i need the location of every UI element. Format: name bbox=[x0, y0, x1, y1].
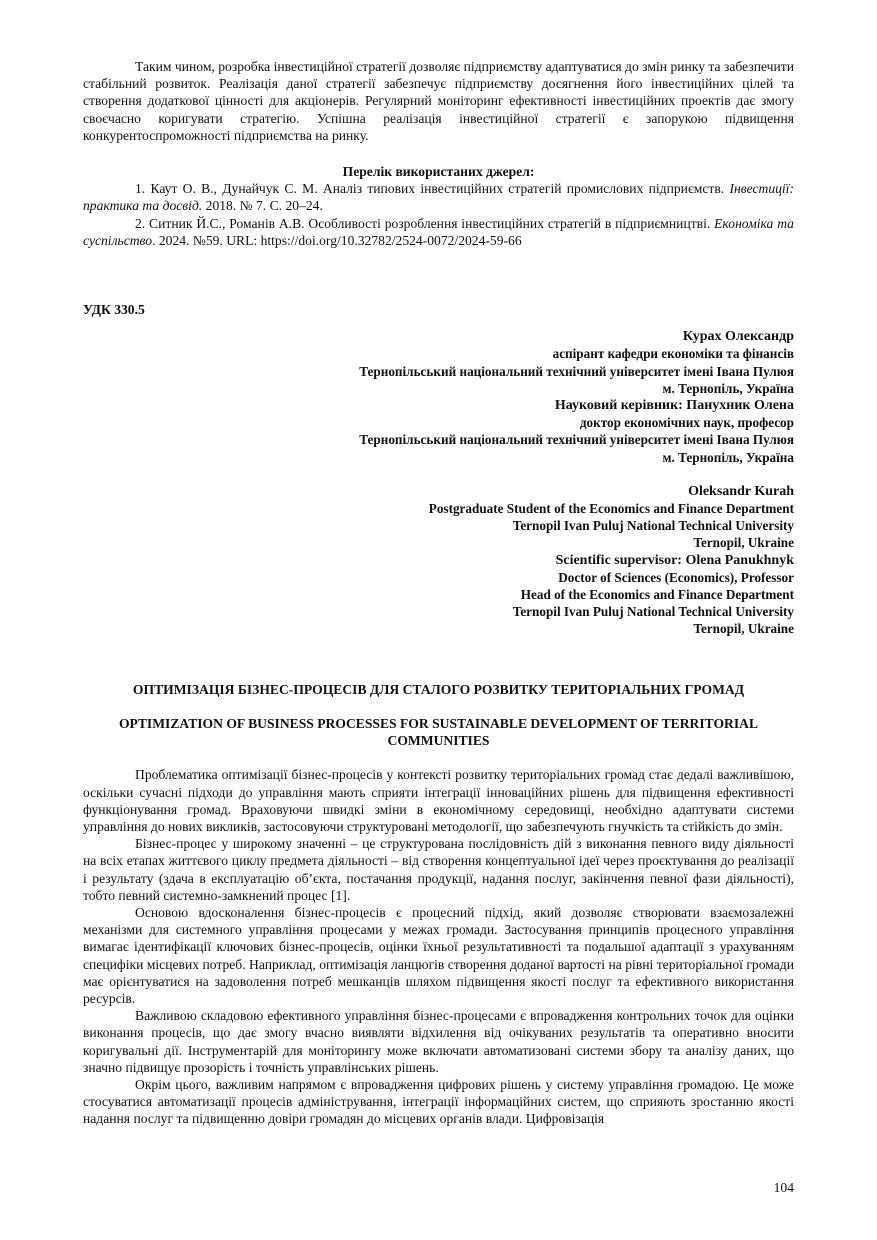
supervisor-city: м. Тернопіль, Україна bbox=[662, 449, 794, 465]
references-title: Перелік використаних джерел: bbox=[342, 164, 535, 180]
reference-journal: Інвестиції: практика та досвід. bbox=[83, 181, 794, 214]
reference-tail: 2018. № 7. С. 20–24. bbox=[202, 198, 323, 214]
author-name: Oleksandr Kurah bbox=[688, 483, 794, 499]
intro-paragraph: Таким чином, розробка інвестиційної стратегії дозволяє підприємству адаптуватися до змін ринку та забезпечити стабільний розвиток. Реалізація даної стратегії забезпечує підприємству досягнення його інвестиційних цілей та створення додаткової цінності для акціонерів. Регулярний моніторинг ефективності інвестиційних проектів дає змогу своєчасно коригувати стратегію. Успішна реалізація інвестиційної стратегії є запорукою підвищення конкурентоспроможності підприємства на ринку. bbox=[83, 59, 794, 143]
article-title-en: OPTIMIZATION OF BUSINESS PROCESSES FOR SUSTAINABLE DEVELOPMENT OF TERRITORIAL COMMUNITIES bbox=[118, 715, 759, 749]
author-block-en bbox=[83, 483, 794, 638]
author-university: Ternopil Ivan Puluj National Technical University bbox=[512, 518, 794, 534]
supervisor-degree: Doctor of Sciences (Economics), Professor bbox=[558, 569, 794, 585]
reference-item bbox=[83, 180, 794, 214]
body-paragraph: Бізнес-процес у широкому значенні – це структурована послідовність дій з виконання певного виду діяльності на всіх етапах життєвого циклу предмета діяльності – від створення концептуальної ідеї через проєктування до реалізації і результату (здача в експлуатацію об’єкта, постачання продукції, надання послуг, закінчення певної фази діяльності), тобто певний системно-замкнений процес [1]. bbox=[83, 836, 794, 903]
author-name: Курах Олександр bbox=[682, 329, 794, 345]
author-city: Ternopil, Ukraine bbox=[693, 535, 794, 551]
author-city: м. Тернопіль, Україна bbox=[662, 380, 794, 396]
article-body bbox=[83, 766, 794, 1127]
author-position: аспірант кафедри економіки та фінансів bbox=[552, 346, 794, 362]
reference-journal: Економіка та суспільство bbox=[83, 215, 794, 248]
author-block-ua bbox=[83, 328, 794, 466]
page-content bbox=[83, 58, 794, 1128]
author-university: Тернопільський національний технічний університет імені Івана Пулюя bbox=[359, 363, 794, 379]
supervisor-position: Head of the Economics and Finance Department bbox=[520, 587, 794, 603]
supervisor-degree: доктор економічних наук, професор bbox=[579, 415, 794, 431]
reference-main: 2. Ситник Й.С., Романів А.В. Особливості розроблення інвестиційних стратегій в підприємництві. bbox=[135, 215, 711, 231]
body-paragraph: Проблематика оптимізації бізнес-процесів у контексті розвитку територіальних громад стає дедалі важливішою, оскільки сучасні підходи до управління мають сприяти інтеграції інноваційних рішень для підвищення ефективності функціонування громад. Враховуючи швидкі зміни в економічному середовищі, необхідно адаптувати системи управління до нових викликів, застосовуючи структуровані методології, що забезпечують гнучкість та стійкість до змін. bbox=[83, 767, 794, 834]
supervisor-name: Scientific supervisor: Olena Panukhnyk bbox=[555, 552, 794, 568]
udc-code: УДК 330.5 bbox=[83, 302, 145, 318]
body-paragraph: Важливою складовою ефективного управління бізнес-процесами є впровадження контрольних точок для оцінки виконання процесів, що дає змогу вчасно виявляти відхилення від очікуваних результатів та оперативно вносити коригувальні дії. Інструментарій для моніторингу може включати автоматизовані системи збору та аналізу даних, що значно підвищує прозорість і точність управлінських рішень. bbox=[83, 1008, 794, 1075]
supervisor-university: Тернопільський національний технічний університет імені Івана Пулюя bbox=[359, 432, 794, 448]
body-paragraph: Окрім цього, важливим напрямом є впровадження цифрових рішень у систему управління громадою. Це може стосуватися автоматизації процесів адміністрування, інтеграції інформаційних систем, що сприяють зростанню якості надання послуг та підвищенню довіри громадян до місцевих органів влади. Цифровізація bbox=[83, 1076, 794, 1127]
article-title-ua: ОПТИМІЗАЦІЯ БІЗНЕС-ПРОЦЕСІВ ДЛЯ СТАЛОГО РОЗВИТКУ ТЕРИТОРІАЛЬНИХ ГРОМАД bbox=[132, 681, 745, 697]
reference-item bbox=[83, 215, 794, 249]
body-paragraph: Основою вдосконалення бізнес-процесів є процесний підхід, який дозволяє створювати взаємозалежні механізми для системного управління процесами у межах громади. Застосування принципів процесного управління вимагає ідентифікації ключових бізнес-процесів, оцінки їхньої результативності та подальшої адаптації з урахуванням специфіки місцевих потреб. Наприклад, оптимізація ланцюгів створення доданої вартості на рівні територіальної громади має орієнтуватися на задоволення потреб мешканців шляхом підвищення якості послуг та ефективного використання ресурсів. bbox=[83, 904, 794, 1006]
supervisor-university: Ternopil Ivan Puluj National Technical University bbox=[512, 604, 794, 620]
reference-main: 1. Каут О. В., Дунайчук С. М. Аналіз типових інвестиційних стратегій промислових підприємств. bbox=[135, 181, 725, 197]
supervisor-name: Науковий керівник: Панухник Олена bbox=[554, 398, 794, 414]
supervisor-city: Ternopil, Ukraine bbox=[693, 621, 794, 637]
reference-tail: . 2024. №59. URL: https://doi.org/10.32782/2524-0072/2024-59-66 bbox=[152, 232, 522, 248]
page-number: 104 bbox=[773, 1180, 794, 1195]
author-position: Postgraduate Student of the Economics and Finance Department bbox=[428, 501, 794, 517]
